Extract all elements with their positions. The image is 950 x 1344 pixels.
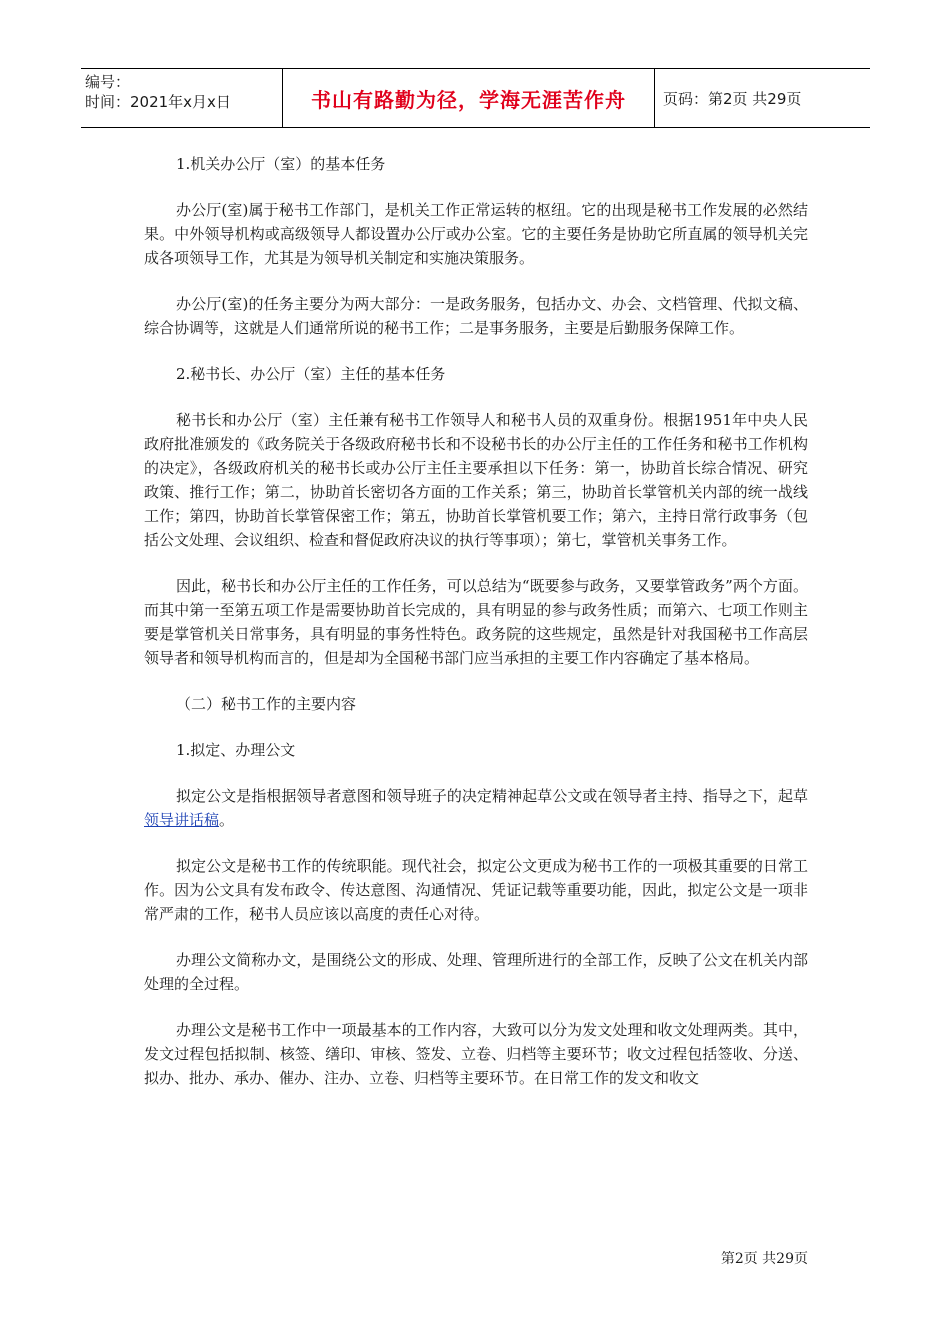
paragraph-text: 拟定公文是指根据领导者意图和领导班子的决定精神起草公文或在领导者主持、指导之下，起草 bbox=[176, 787, 808, 805]
paragraph: 办公厅(室)属于秘书工作部门，是机关工作正常运转的枢纽。它的出现是秘书工作发展的必然结果。中外领导机构或高级领导人都设置办公厅或办公室。它的主要任务是协助它所直属的领导机关完成各项领导工作，尤其是为领导机关制定和实施决策服务。 bbox=[144, 201, 808, 267]
paragraph bbox=[144, 784, 808, 832]
section-heading: 1.机关办公厅（室）的基本任务 bbox=[176, 155, 386, 173]
page-header bbox=[81, 68, 870, 128]
section-heading: （二）秘书工作的主要内容 bbox=[176, 695, 357, 713]
page-footer bbox=[721, 1248, 808, 1268]
speech-draft-link[interactable]: 领导讲话稿 bbox=[144, 811, 220, 829]
section-heading: 2.秘书长、办公厅（室）主任的基本任务 bbox=[176, 365, 446, 383]
document-date-label: 时间：2021年x月x日 bbox=[85, 93, 231, 111]
document-body bbox=[144, 152, 808, 1112]
header-motto: 书山有路勤为径，学海无涯苦作舟 bbox=[311, 87, 626, 112]
header-page-cell bbox=[655, 69, 870, 127]
paragraph-text-end: 。 bbox=[219, 811, 235, 829]
footer-page-number: 第2页 共29页 bbox=[720, 1251, 808, 1267]
paragraph: 办理公文是秘书工作中一项最基本的工作内容，大致可以分为发文处理和收文处理两类。其中，发文过程包括拟制、核签、缮印、审核、签发、立卷、归档等主要环节；收文过程包括签收、分送、拟办、批办、承办、催办、注办、立卷、归档等主要环节。在日常工作的发文和收文 bbox=[144, 1021, 808, 1087]
paragraph: 拟定公文是秘书工作的传统职能。现代社会，拟定公文更成为秘书工作的一项极其重要的日常工作。因为公文具有发布政令、传达意图、沟通情况、凭证记载等重要功能，因此，拟定公文是一项非常严肃的工作，秘书人员应该以高度的责任心对待。 bbox=[144, 857, 808, 923]
header-meta bbox=[81, 69, 282, 127]
document-number-label: 编号： bbox=[85, 73, 131, 91]
section-heading: 1.拟定、办理公文 bbox=[176, 741, 296, 759]
paragraph: 因此，秘书长和办公厅主任的工作任务，可以总结为“既要参与政务，又要掌管政务”两个方面。而其中第一至第五项工作是需要协助首长完成的，具有明显的参与政务性质；而第六、七项工作则主要是掌管机关日常事务，具有明显的事务性特色。政务院的这些规定，虽然是针对我国秘书工作高层领导者和领导机构而言的，但是却为全国秘书部门应当承担的主要工作内容确定了基本格局。 bbox=[144, 577, 808, 667]
header-page-number: 页码：第2页 共29页 bbox=[663, 89, 802, 108]
header-motto-cell bbox=[282, 69, 655, 127]
paragraph: 办理公文简称办文，是围绕公文的形成、处理、管理所进行的全部工作，反映了公文在机关内部处理的全过程。 bbox=[144, 951, 808, 993]
paragraph: 秘书长和办公厅（室）主任兼有秘书工作领导人和秘书人员的双重身份。根据1951年中央人民政府批准颁发的《政务院关于各级政府秘书长和不设秘书长的办公厅主任的工作任务和秘书工作机构的决定》，各级政府机关的秘书长或办公厅主任主要承担以下任务：第一，协助首长综合情况、研究政策、推行工作；第二，协助首长密切各方面的工作关系；第三，协助首长掌管机关内部的统一战线工作；第四，协助首长掌管保密工作；第五，协助首长掌管机要工作；第六，主持日常行政事务（包括公文处理、会议组织、检查和督促政府决议的执行等事项）；第七，掌管机关事务工作。 bbox=[144, 411, 808, 549]
paragraph: 办公厅(室)的任务主要分为两大部分：一是政务服务，包括办文、办会、文档管理、代拟文稿、综合协调等，这就是人们通常所说的秘书工作；二是事务服务，主要是后勤服务保障工作。 bbox=[144, 295, 808, 337]
